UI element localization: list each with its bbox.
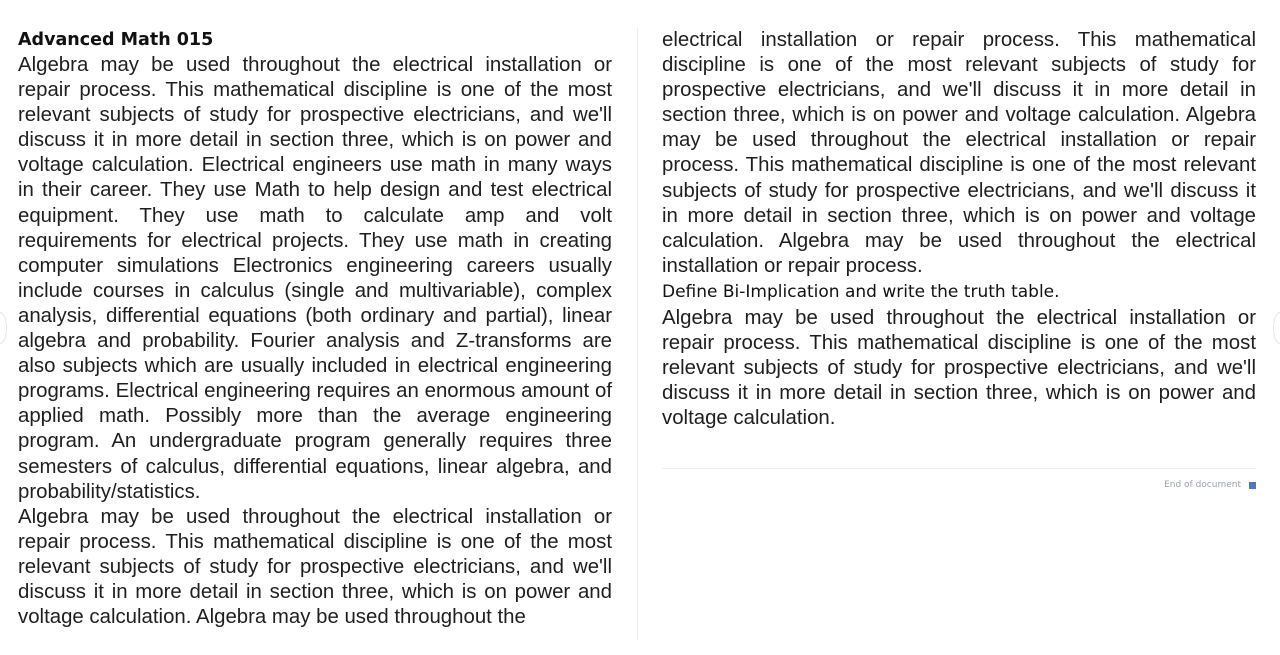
right-paragraph-1: electrical installation or repair process. This mathematical discipline is one of the most relevant subjects of study for prospective electricians, and we'll discuss it in more detail in section three, which is on power and voltage calculation. Algebra may be used throughout the electrical installation or repair process. This mathematical discipline is one of the most relevant subjects of study for prospective electricians, and we'll discuss it in more detail in section three, which is on power and voltage calculation. Algebra may be used throughout the electrical installation or repair process. bbox=[662, 29, 1256, 277]
document-title: Advanced Math 015 bbox=[18, 30, 214, 50]
left-paragraph-2: Algebra may be used throughout the electrical installation or repair process. This mathematical discipline is one of the most relevant subjects of study for prospective electricians, and we'll discuss it in more detail in section three, which is on power and voltage calculation. Algebra may be used throughout the bbox=[18, 505, 612, 629]
column-divider bbox=[637, 28, 638, 640]
question-heading: Define Bi-Implication and write the truth table. bbox=[662, 281, 1060, 302]
end-of-document bbox=[1164, 480, 1256, 490]
end-divider bbox=[662, 468, 1256, 469]
end-square-icon bbox=[1249, 482, 1256, 489]
right-paragraph-2: Algebra may be used throughout the electrical installation or repair process. This mathematical discipline is one of the most relevant subjects of study for prospective electricians, and we'll discuss it in more detail in section three, which is on power and voltage calculation. bbox=[662, 306, 1256, 430]
left-paragraph-1: Algebra may be used throughout the electrical installation or repair process. This mathematical discipline is one of the most relevant subjects of study for prospective electricians, and we'll discuss it in more detail in section three, which is on power and voltage calculation. Electrical engineers use math in many ways in their career. They use Math to help design and test electrical equipment. They use math to calculate amp and volt requirements for electrical projects. They use math in creating computer simulations Electronics engineering careers usually include courses in calculus (single and multivariable), complex analysis, differential equations (both ordinary and partial), linear algebra and probability. Fourier analysis and Z-transforms are also subjects which are usually included in electrical engineering programs. Electrical engineering requires an enormous amount of applied math. Possibly more than the average engineering program. An undergraduate program generally requires three semesters of calculus, differential equations, linear algebra, and probability/statistics. bbox=[18, 54, 612, 503]
left-column bbox=[18, 28, 612, 630]
end-of-document-label: End of document bbox=[1164, 480, 1241, 490]
next-page-edge-icon bbox=[1273, 312, 1280, 344]
previous-page-edge-icon bbox=[0, 312, 7, 344]
right-column bbox=[662, 28, 1256, 431]
